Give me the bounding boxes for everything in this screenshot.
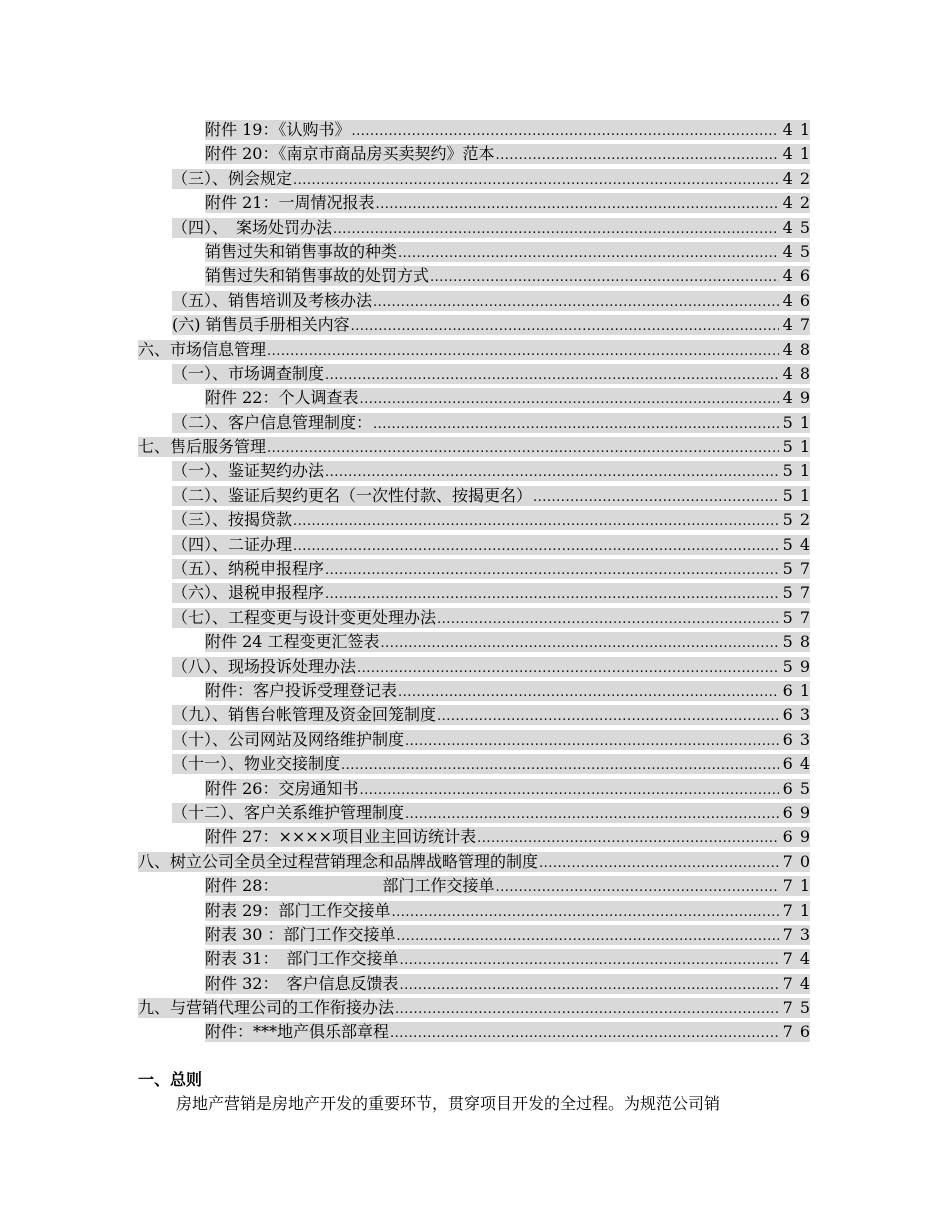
toc-entry[interactable] bbox=[0, 581, 950, 605]
toc-entry-line[interactable] bbox=[172, 705, 817, 725]
toc-page-number: 71 bbox=[782, 876, 817, 896]
toc-entry-line[interactable] bbox=[205, 876, 817, 896]
toc-entry-title: 附表 30 ：部门工作交接单 bbox=[205, 924, 396, 944]
toc-dot-leader bbox=[381, 634, 779, 654]
toc-entry[interactable] bbox=[0, 777, 950, 801]
toc-entry-title: 附件 26：交房通知书 bbox=[205, 778, 359, 798]
toc-entry-line[interactable] bbox=[172, 729, 817, 750]
toc-entry[interactable] bbox=[0, 1020, 950, 1044]
toc-entry[interactable] bbox=[0, 557, 950, 581]
body-paragraph: 房地产营销是房地产开发的重要环节，贯穿项目开发的全过程。为规范公司销 bbox=[176, 1094, 721, 1113]
toc-entry-line[interactable] bbox=[172, 656, 817, 677]
toc-entry-line[interactable] bbox=[205, 193, 817, 213]
toc-page-number: 63 bbox=[782, 729, 817, 749]
toc-page-number: 51 bbox=[782, 412, 817, 432]
toc-entry[interactable] bbox=[0, 167, 950, 191]
toc-entry-line[interactable] bbox=[172, 583, 817, 603]
toc-page-number: 57 bbox=[782, 607, 817, 627]
toc-entry-line[interactable] bbox=[205, 827, 817, 847]
toc-entry[interactable] bbox=[0, 899, 950, 923]
toc-entry-line[interactable] bbox=[205, 949, 817, 969]
toc-entry-line[interactable] bbox=[205, 388, 817, 408]
toc-entry-title: 附件 19：《认购书》 bbox=[205, 120, 351, 139]
toc-dot-leader bbox=[267, 439, 779, 459]
toc-entry-title: (六) 销售员手册相关内容 bbox=[172, 315, 350, 335]
toc-entry[interactable] bbox=[0, 606, 950, 630]
toc-entry-title: 附件：客户投诉受理登记表 bbox=[205, 680, 398, 700]
toc-entry-line[interactable] bbox=[205, 900, 817, 921]
toc-page-number: 54 bbox=[782, 534, 817, 554]
toc-entry-line[interactable] bbox=[172, 510, 817, 530]
toc-entry-line[interactable] bbox=[205, 973, 817, 994]
toc-entry-line[interactable] bbox=[172, 315, 817, 335]
toc-entry-line[interactable] bbox=[205, 924, 817, 945]
toc-dot-leader bbox=[399, 976, 779, 996]
toc-entry-line[interactable] bbox=[172, 802, 817, 823]
toc-page-number: 70 bbox=[782, 851, 817, 871]
toc-entry-title: （十）、公司网站及网络维护制度 bbox=[172, 729, 405, 749]
toc-dot-leader bbox=[325, 463, 779, 483]
toc-page-number: 47 bbox=[782, 315, 817, 335]
toc-entry-line[interactable] bbox=[172, 607, 817, 628]
toc-entry[interactable] bbox=[0, 264, 950, 288]
toc-entry-line[interactable] bbox=[172, 559, 817, 579]
toc-page-number: 69 bbox=[782, 827, 817, 847]
toc-dot-leader bbox=[325, 585, 779, 605]
toc-page-number: 73 bbox=[782, 924, 817, 944]
toc-entry-line[interactable] bbox=[205, 120, 817, 140]
toc-dot-leader bbox=[539, 854, 779, 874]
toc-page-number: 69 bbox=[782, 802, 817, 822]
toc-entry-title: 附件 32： 客户信息反馈表 bbox=[205, 973, 399, 993]
toc-entry[interactable] bbox=[0, 142, 950, 166]
toc-dot-leader bbox=[399, 951, 779, 971]
toc-entry-title: 附件 24 工程变更汇签表 bbox=[205, 632, 380, 652]
toc-dot-leader bbox=[351, 122, 779, 142]
toc-dot-leader bbox=[373, 293, 779, 313]
toc-dot-leader bbox=[341, 756, 779, 776]
toc-entry-title: （五）、销售培训及考核办法 bbox=[172, 290, 373, 310]
toc-page-number: 45 bbox=[782, 241, 817, 261]
toc-page-number: 49 bbox=[782, 388, 817, 408]
toc-entry[interactable] bbox=[0, 850, 950, 874]
toc-entry[interactable] bbox=[0, 508, 950, 532]
toc-page-number: 42 bbox=[782, 193, 817, 213]
toc-page-number: 51 bbox=[782, 461, 817, 481]
toc-page-number: 75 bbox=[782, 998, 817, 1018]
toc-page-number: 57 bbox=[782, 583, 817, 603]
toc-entry-title: 附表 29：部门工作交接单 bbox=[205, 900, 391, 920]
toc-entry-line[interactable] bbox=[138, 851, 817, 872]
toc-entry[interactable] bbox=[0, 484, 950, 508]
toc-entry-title: （三）、例会规定 bbox=[172, 168, 293, 188]
toc-entry[interactable] bbox=[0, 679, 950, 703]
toc-dot-leader bbox=[533, 488, 779, 508]
toc-entry[interactable] bbox=[0, 362, 950, 386]
toc-entry[interactable] bbox=[0, 240, 950, 264]
toc-entry-title: 六、市场信息管理 bbox=[138, 339, 267, 359]
toc-dot-leader bbox=[357, 659, 779, 679]
toc-page-number: 59 bbox=[782, 656, 817, 676]
toc-entry-line[interactable] bbox=[172, 412, 817, 433]
toc-dot-leader bbox=[333, 220, 779, 240]
toc-entry-line[interactable] bbox=[172, 754, 817, 774]
toc-entry-title: （七）、工程变更与设计变更处理办法 bbox=[172, 607, 437, 627]
toc-page-number: 64 bbox=[782, 754, 817, 774]
toc-dot-leader bbox=[325, 366, 779, 386]
toc-entry[interactable] bbox=[0, 947, 950, 971]
toc-entry[interactable] bbox=[0, 533, 950, 557]
toc-entry-title: 附件 27：××××项目业主回访统计表 bbox=[205, 827, 477, 847]
toc-entry-title: 附表 31： 部门工作交接单 bbox=[205, 949, 399, 969]
toc-entry-title: （五）、纳税申报程序 bbox=[172, 559, 325, 579]
toc-page-number: 51 bbox=[782, 485, 817, 505]
toc-entry[interactable] bbox=[0, 825, 950, 849]
toc-entry-line[interactable] bbox=[205, 778, 817, 799]
toc-page-number: 58 bbox=[782, 632, 817, 652]
toc-dot-leader bbox=[398, 683, 779, 703]
toc-entry-line[interactable] bbox=[172, 168, 817, 189]
toc-entry[interactable] bbox=[0, 191, 950, 215]
toc-page-number: 57 bbox=[782, 559, 817, 579]
toc-entry-title: （六）、退税申报程序 bbox=[172, 583, 325, 603]
toc-entry[interactable] bbox=[0, 313, 950, 337]
toc-entry[interactable] bbox=[0, 923, 950, 947]
toc-dot-leader bbox=[495, 878, 779, 898]
toc-entry[interactable] bbox=[0, 411, 950, 435]
toc-dot-leader bbox=[325, 561, 779, 581]
toc-dot-leader bbox=[405, 805, 779, 825]
toc-entry[interactable] bbox=[0, 874, 950, 898]
toc-entry[interactable] bbox=[0, 752, 950, 776]
toc-dot-leader bbox=[437, 610, 779, 630]
toc-entry-title: （二）、客户信息管理制度： bbox=[172, 412, 373, 432]
toc-page-number: 46 bbox=[782, 266, 817, 286]
toc-dot-leader bbox=[351, 317, 779, 337]
toc-dot-leader bbox=[390, 1024, 779, 1044]
toc-dot-leader bbox=[430, 268, 779, 288]
toc-entry-title: 附件 28： 部门工作交接单 bbox=[205, 876, 495, 896]
toc-entry[interactable] bbox=[0, 655, 950, 679]
toc-entry-line[interactable] bbox=[172, 363, 817, 384]
toc-dot-leader bbox=[397, 927, 779, 947]
toc-page-number: 52 bbox=[782, 510, 817, 530]
toc-entry-line[interactable] bbox=[172, 290, 817, 311]
toc-entry-line[interactable] bbox=[172, 485, 817, 506]
toc-dot-leader bbox=[477, 829, 779, 849]
toc-entry[interactable] bbox=[0, 728, 950, 752]
toc-page-number: 51 bbox=[782, 437, 817, 457]
toc-dot-leader bbox=[359, 781, 779, 801]
toc-entry-line[interactable] bbox=[205, 241, 817, 262]
toc-page-number: 41 bbox=[782, 120, 817, 139]
toc-entry-line[interactable] bbox=[138, 339, 817, 360]
toc-entry-line[interactable] bbox=[205, 144, 817, 164]
toc-entry-title: （四）、 案场处罚办法 bbox=[172, 217, 333, 237]
toc-page-number: 65 bbox=[782, 778, 817, 798]
toc-entry[interactable] bbox=[0, 386, 950, 410]
toc-dot-leader bbox=[267, 342, 779, 362]
toc-dot-leader bbox=[495, 146, 779, 166]
toc-entry-title: （一）、鉴证契约办法 bbox=[172, 461, 325, 481]
toc-entry-line[interactable] bbox=[138, 998, 817, 1018]
toc-entry-title: 附件：***地产俱乐部章程 bbox=[205, 1022, 390, 1042]
toc-page-number: 76 bbox=[782, 1022, 817, 1042]
toc-entry-title: 附件 20：《南京市商品房买卖契约》范本 bbox=[205, 144, 495, 164]
section-heading: 一、总则 bbox=[138, 1070, 203, 1089]
toc-entry-line[interactable] bbox=[205, 266, 817, 286]
toc-page-number: 41 bbox=[782, 144, 817, 164]
toc-dot-leader bbox=[293, 537, 779, 557]
toc-entry-line[interactable] bbox=[138, 437, 817, 457]
toc-dot-leader bbox=[437, 707, 779, 727]
toc-entry-title: （三）、按揭贷款 bbox=[172, 510, 293, 530]
toc-entry-title: （四）、二证办理 bbox=[172, 534, 293, 554]
toc-entry[interactable] bbox=[0, 338, 950, 362]
toc-entry-title: 销售过失和销售事故的种类 bbox=[205, 241, 398, 261]
toc-entry-title: 附件 22：个人调查表 bbox=[205, 388, 359, 408]
toc-page-number: 63 bbox=[782, 705, 817, 725]
toc-entry[interactable] bbox=[0, 435, 950, 459]
toc-page-number: 61 bbox=[782, 680, 817, 700]
toc-dot-leader bbox=[373, 415, 779, 435]
toc-entry[interactable] bbox=[0, 216, 950, 240]
toc-dot-leader bbox=[375, 195, 779, 215]
toc-entry-line[interactable] bbox=[172, 534, 817, 555]
toc-entry-title: （十二）、客户关系维护管理制度 bbox=[172, 802, 405, 822]
toc-entry[interactable] bbox=[0, 459, 950, 483]
toc-entry[interactable] bbox=[0, 118, 950, 142]
toc-entry[interactable] bbox=[0, 703, 950, 727]
toc-page-number: 74 bbox=[782, 949, 817, 969]
toc-page-number: 74 bbox=[782, 973, 817, 993]
toc-entry-title: （八）、现场投诉处理办法 bbox=[172, 656, 357, 676]
toc-page-number: 45 bbox=[782, 217, 817, 237]
toc-entry-line[interactable] bbox=[205, 1022, 817, 1042]
toc-entry[interactable] bbox=[0, 996, 950, 1020]
toc-entry-title: （十一）、物业交接制度 bbox=[172, 754, 341, 774]
toc-entry-title: 附件 21：一周情况报表 bbox=[205, 193, 375, 213]
toc-entry[interactable] bbox=[0, 630, 950, 654]
toc-entry-title: （一）、市场调查制度 bbox=[172, 363, 325, 383]
toc-dot-leader bbox=[391, 903, 779, 923]
toc-page-number: 42 bbox=[782, 168, 817, 188]
toc-page-number: 46 bbox=[782, 290, 817, 310]
toc-entry-title: （九）、销售台帐管理及资金回笼制度 bbox=[172, 705, 437, 725]
toc-entry[interactable] bbox=[0, 801, 950, 825]
toc-entry-line[interactable] bbox=[172, 217, 817, 238]
toc-entry[interactable] bbox=[0, 972, 950, 996]
toc-entry-title: 七、售后服务管理 bbox=[138, 437, 267, 457]
toc-entry[interactable] bbox=[0, 289, 950, 313]
toc-dot-leader bbox=[405, 732, 779, 752]
toc-entry-line[interactable] bbox=[205, 632, 817, 652]
toc-entry-title: 九、与营销代理公司的工作衔接办法 bbox=[138, 998, 395, 1018]
toc-dot-leader bbox=[395, 1000, 779, 1020]
toc-dot-leader bbox=[398, 244, 779, 264]
toc-entry-title: 销售过失和销售事故的处罚方式 bbox=[205, 266, 430, 286]
toc-page-number: 48 bbox=[782, 339, 817, 359]
toc-entry-line[interactable] bbox=[172, 461, 817, 481]
toc-entry-title: 八、树立公司全员全过程营销理念和品牌战略管理的制度 bbox=[138, 851, 539, 871]
toc-entry-title: （二）、鉴证后契约更名（一次性付款、按揭更名） bbox=[172, 485, 533, 505]
table-of-contents bbox=[0, 118, 950, 1045]
toc-dot-leader bbox=[293, 171, 779, 191]
toc-page-number: 71 bbox=[782, 900, 817, 920]
toc-page-number: 48 bbox=[782, 363, 817, 383]
toc-dot-leader bbox=[359, 390, 779, 410]
toc-entry-line[interactable] bbox=[205, 680, 817, 701]
toc-dot-leader bbox=[293, 512, 779, 532]
